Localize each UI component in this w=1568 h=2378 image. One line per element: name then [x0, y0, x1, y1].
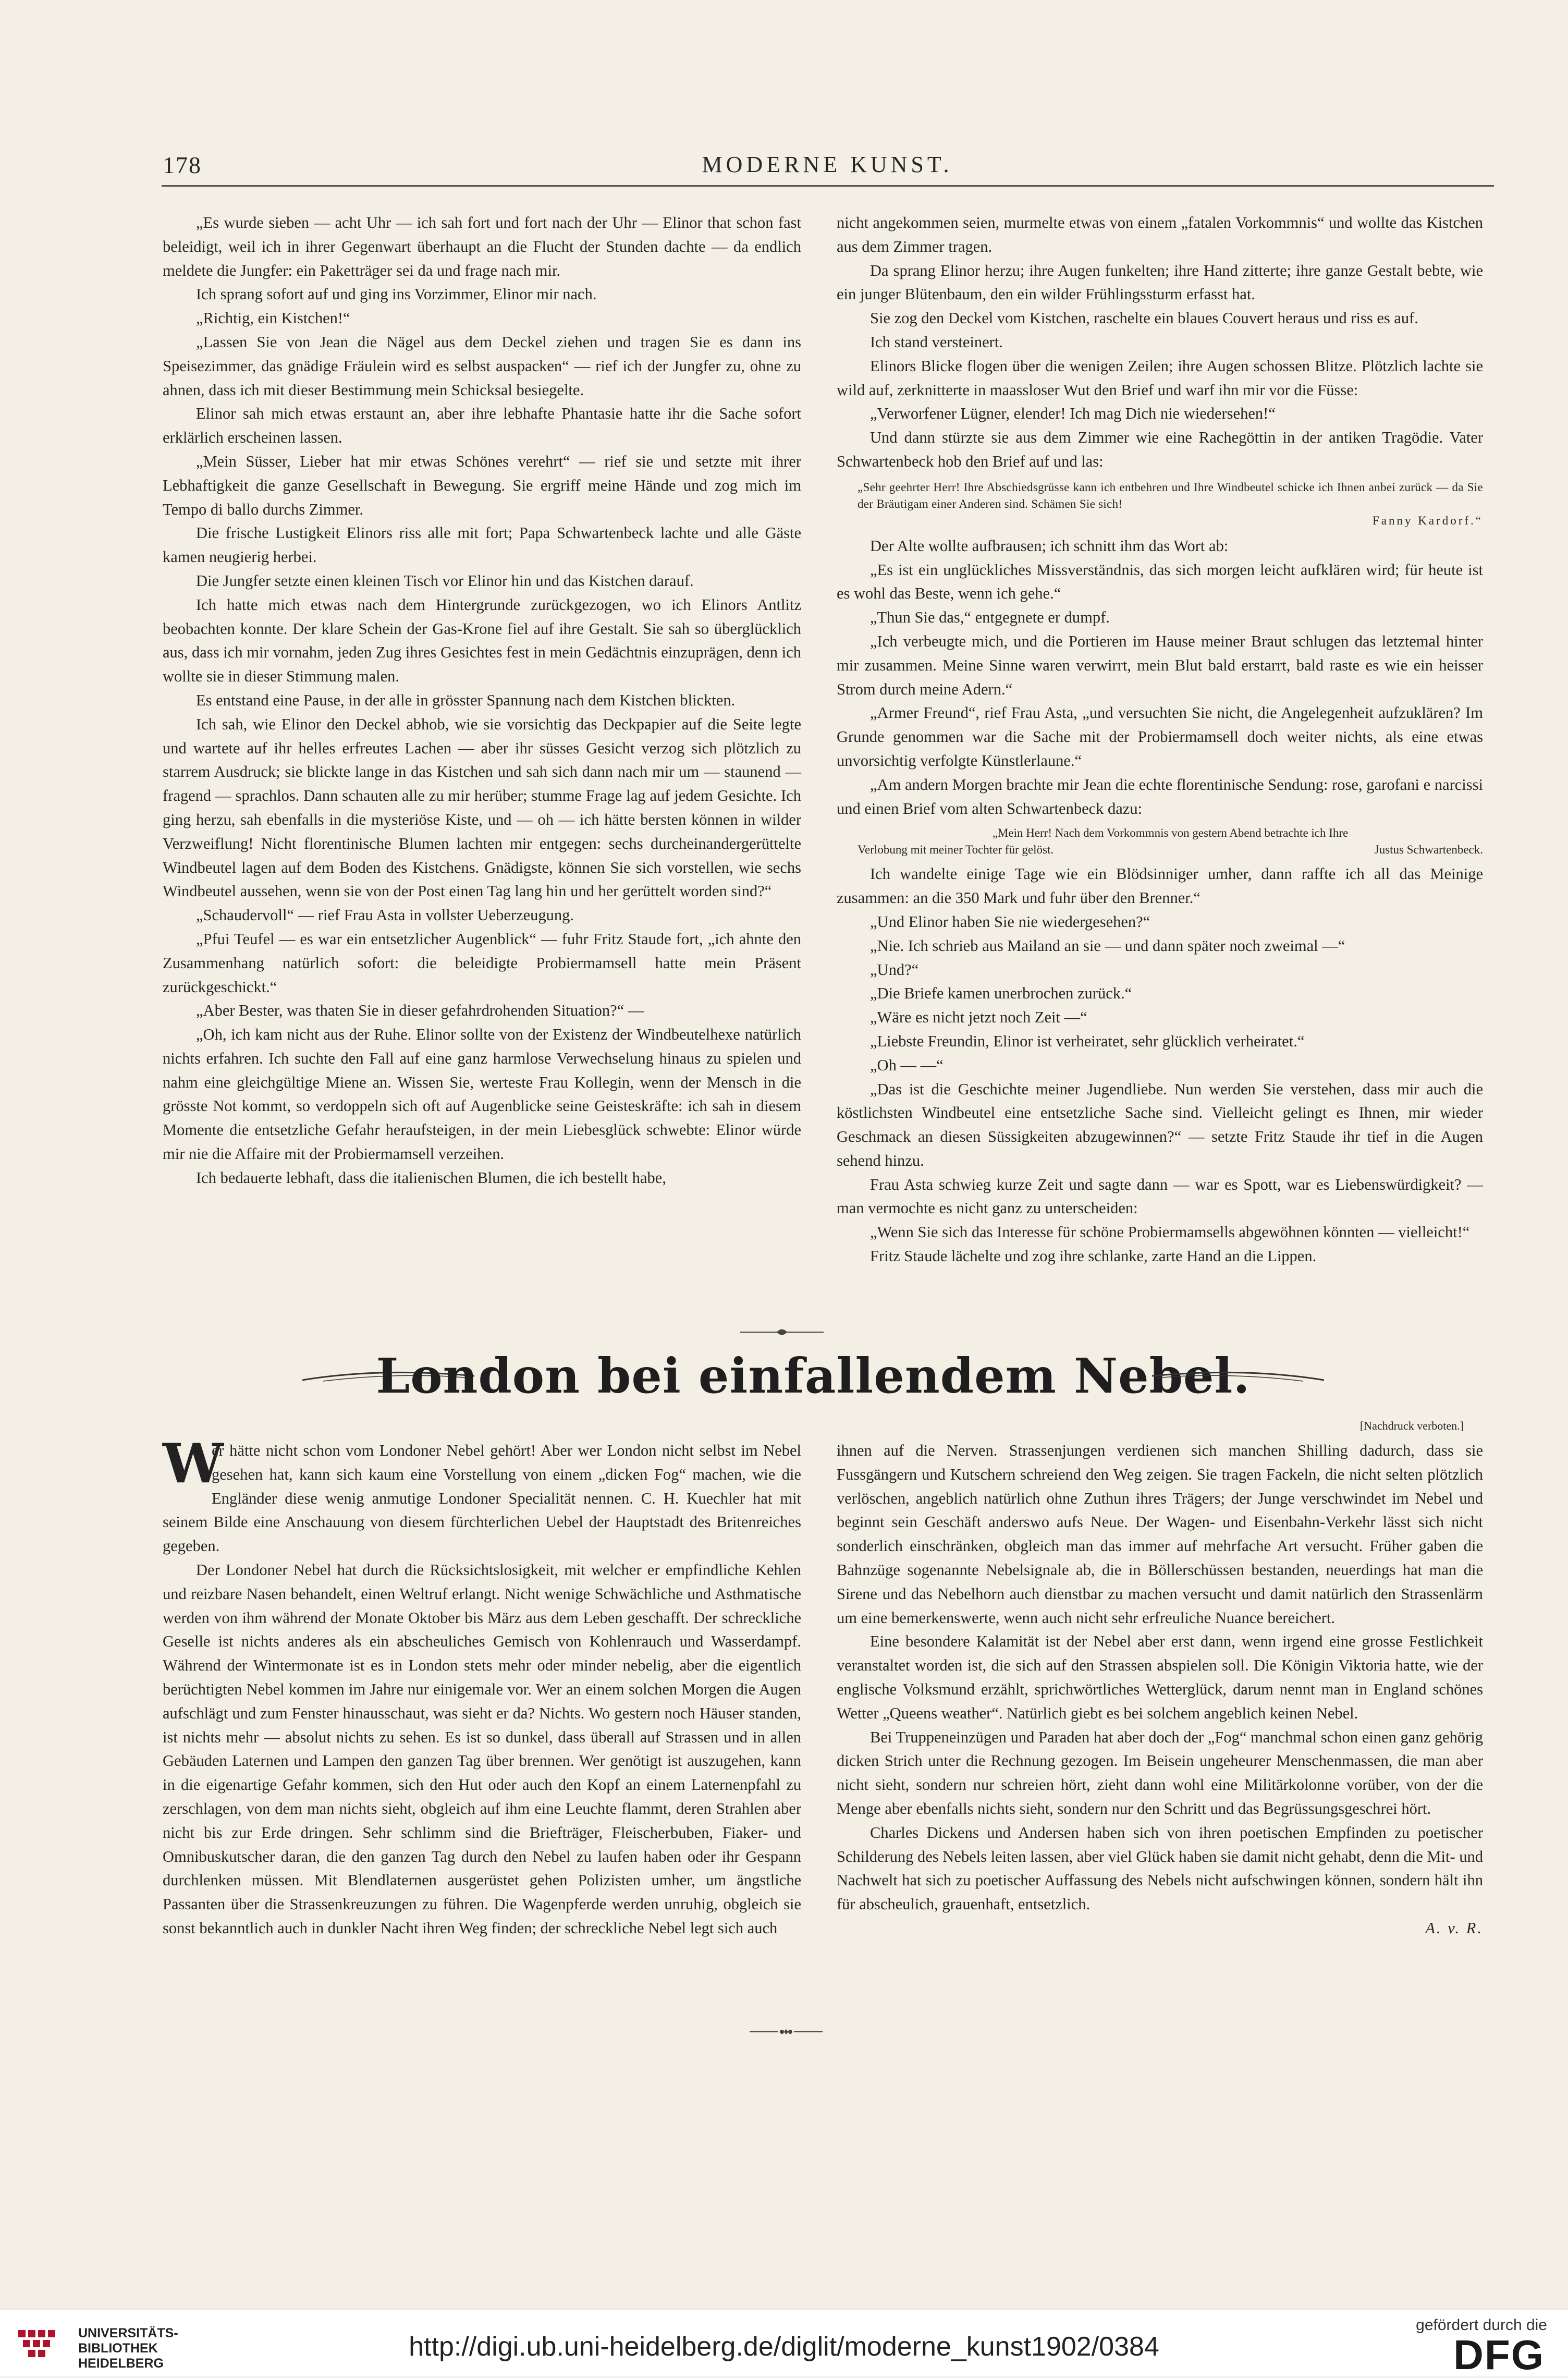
story-divider-ornament — [740, 1324, 824, 1340]
university-line: BIBLIOTHEK — [78, 2341, 158, 2356]
story-paragraph: „Und Elinor haben Sie nie wiedergesehen?“ — [870, 912, 1150, 931]
header-rule — [162, 185, 1494, 187]
story-paragraph: „Verworfener Lügner, elender! Ich mag Dich nie wiedersehen!“ — [870, 405, 1276, 423]
note-signature: Justus Schwartenbeck. — [1374, 843, 1483, 857]
university-line: HEIDELBERG — [78, 2356, 164, 2371]
article-paragraph — [837, 1821, 1483, 1917]
article-title: London bei einfallendem Nebel. — [376, 1348, 1251, 1404]
story-paragraph: Ich sah, wie Elinor den Deckel abhob, wie sie vorsichtig das Deckpapier auf die Seite legte und wartete auf ihr helles erfreutes Lachen — aber ihr süsses Gesicht verzog sich plötzlich zu starrem Ausdruck; sie blickte lange in das Kistchen und sah sich dann nach mir um — staunend — fragend — sprachlos. Dann schauten alle zu mir herüber; stumme Frage lag auf jedem Gesichte. Ich ging herzu, sah ebenfalls in die mysteriöse Kiste, und — oh — ich hätte bersten können in wilder Verzweiflung! Nicht florentinische Blumen lachten mir entgegen: sechs durcheinandergerüttelte Windbeutel lagen auf dem Boden des Kistchens. Gnädigste, können Sie sich vorstellen, wie sechs Windbeutel aussehen, wenn sie von der Post einen Tag lang hin und her gerüttelt worden sind?“ — [163, 715, 801, 900]
drop-cap: W — [163, 1431, 224, 1495]
quoted-note — [858, 825, 1483, 858]
article-paragraph: Der Londoner Nebel hat durch die Rücksichtslosigkeit, mit welcher er empfindliche Kehlen und reizbare Nasen behandelt, einen Weltruf erlangt. Nicht wenige Schwächliche und Asthmatische werden von ihm während der Monate Oktober bis März aus dem Leben geschafft. Der schreckliche Geselle ist nichts anderes als ein abscheuliches Gemisch von Kohlenrauch und Wasserdampf. Während der Wintermonate ist es in London stets mehr oder minder nebelig, aber die eigentlich berüchtigten Nebel kommen im Jahre nur einigemale vor. Wer an einem solchen Morgen die Augen aufschlägt und zum Fenster hinausschaut, was sieht er da? Nichts. Wo gestern noch Häuser standen, ist nichts mehr — absolut nichts zu sehen. Es ist so dunkel, dass überall auf Strassen und in allen Gebäuden Laternen und Lampen den ganzen Tag über brennen. Wer genötigt ist auszugehen, kann in die eigenartige Gefahr kommen, sich den Hut oder auch den Kopf an einem Laternenpfahl zu zerschlagen, von dem man nichts sieht, obgleich auf ihm eine Leuchte flammt, deren Strahlen aber nicht bis zur Erde dringen. Sehr schlimm sind die Briefträger, Fleischerbuben, Fiaker- und Omnibuskutscher daran, die den ganzen Tag durch den Nebel zu laufen haben oder ihr Gespann durchlenken müssen. Mit Blendlaternen ausgerüstet gehen Polizisten umher, um ängstliche Passanten über die Strassenkreuzungen zu führen. Die Wagenpferde werden unruhig, obgleich sie sonst bekanntlich auch in dunkler Nacht ihren Weg finden; der schreckliche Nebel legt sich auch — [163, 1560, 801, 1937]
story-paragraph: „Wenn Sie sich das Interesse für schöne Probiermamsells abgewöhnen könnten — vielleicht!“ — [870, 1223, 1470, 1241]
story-paragraph: „Thun Sie das,“ entgegnete er dumpf. — [870, 608, 1110, 627]
running-title: MODERNE KUNST. — [702, 152, 953, 177]
story-paragraph: „Wäre es nicht jetzt noch Zeit —“ — [870, 1008, 1087, 1027]
story-left-column — [163, 211, 801, 1190]
article-left-column — [163, 1431, 801, 1941]
story-paragraph: Frau Asta schwieg kurze Zeit und sagte dann — war es Spott, war es Liebenswürdigkeit? — man vermochte es nicht ganz zu unterscheiden: — [837, 1175, 1483, 1217]
page-number: 178 — [163, 152, 202, 178]
article-right-column — [837, 1439, 1483, 1941]
article-first-paragraph-text: er hätte nicht schon vom Londoner Nebel gehört! Aber wer London nicht selbst im Nebel gesehen hat, kann sich kaum eine Vorstellung von einem „dicken Fog“ machen, wie die Engländer diese wenig anmutige Londoner Specialität nennen. C. H. Kuechler hat mit seinem Bilde eine Anschauung von diesem fürchterlichen Uebel der Hauptstadt des Britenreiches gegeben. — [163, 1442, 801, 1555]
dfg-logo-icon: DFG — [1453, 2332, 1545, 2378]
story-paragraph: „Die Briefe kamen unerbrochen zurück.“ — [870, 984, 1132, 1003]
title-swash-right — [1152, 1369, 1324, 1384]
page-header — [163, 151, 1492, 193]
author-line — [837, 1917, 1483, 1941]
story-paragraph: Der Alte wollte aufbrausen; ich schnitt ihm das Wort ab: — [870, 536, 1229, 555]
letter-signature: Fanny Kardorf.“ — [1372, 514, 1483, 527]
story-paragraph: „Richtig, ein Kistchen!“ — [196, 309, 350, 327]
article-paragraph: ihnen auf die Nerven. Strassenjungen verdienen sich manchen Shilling dadurch, dass sie Fussgängern und Kutschern schreiend den Weg zeigen. Sie tragen Fackeln, die nicht selten plötzlich verlöschen, angeblich natürlich ohne Zuthun ihres Trägers; der Junge verschwindet im Nebel und beginnt sein Geschäft anderswo aufs Neue. Der Wagen- und Eisenbahn-Verkehr lässt sich nicht sonderlich einschränken, obgleich man das immer auf mehrfache Art versucht. Früher gaben die Bahnzüge sogenannte Nebelsignale ab, die in Böllerschüssen bestanden, neuerdings hat man die Sirene und das Nebelhorn auch dienstbar zu machen versucht und damit natürlich den Strassenlärm um eine bemerkenswerte, wenn auch nicht sehr erfreuliche Nuance bereichert. — [837, 1442, 1483, 1627]
digitization-footer — [0, 2310, 1568, 2376]
story-paragraph: „Lassen Sie von Jean die Nägel aus dem Deckel ziehen und tragen Sie es dann ins Speisezimmer, das gnädige Fräulein wird es selbst auspacken“ — rief ich der Jungfer zu, ohne zu ahnen, dass ich mit dieser Bestimmung mein Schicksal besiegelte. — [163, 333, 801, 399]
story-paragraph: „Schaudervoll“ — rief Frau Asta in vollster Ueberzeugung. — [196, 906, 574, 924]
end-ornament — [750, 2026, 823, 2038]
story-paragraph: Sie zog den Deckel vom Kistchen, raschelte ein blaues Couvert heraus und riss es auf. — [870, 309, 1418, 327]
story-paragraph: „Aber Bester, was thaten Sie in dieser gefahrdrohenden Situation?“ — — [196, 1002, 644, 1020]
university-line: UNIVERSITÄTS- — [78, 2326, 178, 2340]
letter-text: „Sehr geehrter Herr! Ihre Abschiedsgrüsse kann ich entbehren und Ihre Windbeutel schicke ich Ihnen anbei zurück — da Sie der Bräutigam einer Anderen sind. Schämen Sie sich! — [858, 480, 1483, 510]
story-paragraph: nicht angekommen seien, murmelte etwas von einem „fatalen Vorkommnis“ und wollte das Kistchen aus dem Zimmer tragen. — [837, 214, 1483, 255]
quoted-letter — [858, 479, 1483, 529]
copyright-note: [Nachdruck verboten.] — [1359, 1419, 1464, 1432]
story-paragraph: „Nie. Ich schrieb aus Mailand an sie — und dann später noch zweimal —“ — [870, 936, 1345, 955]
story-paragraph: „Am andern Morgen brachte mir Jean die echte florentinische Sendung: rose, garofani e narcissi und einen Brief vom alten Schwartenbeck dazu: — [837, 775, 1483, 818]
story-paragraph: Die Jungfer setzte einen kleinen Tisch vor Elinor hin und das Kistchen darauf. — [196, 571, 694, 590]
article-paragraph: Bei Truppeneinzügen und Paraden hat aber doch der „Fog“ manchmal schon einen ganz gehörig dicken Strich unter die Rechnung gezogen. Im Beisein ungeheurer Menschenmassen, die man aber nicht sieht, sondern nur schreien hört, zieht dann wohl eine Militärkolonne vorüber, von der die Menge aber ebenfalls nichts sieht, sondern nur den Schritt und das Begrüssungsgeschrei hört. — [837, 1728, 1483, 1818]
story-paragraph: Elinors Blicke flogen über die wenigen Zeilen; ihre Augen schossen Blitze. Plötzlich lachte sie wild auf, zerknitterte in maassloser Wut den Brief und warf ihn mir vor die Füsse: — [837, 357, 1483, 399]
article-last-paragraph: Charles Dickens und Andersen haben sich von ihren poetischen Empfinden zu poetischer Schilderung des Nebels leiten lassen, aber viel Glück haben sie damit nicht gehabt, denn die Mit- und Nachwelt hat sich zu poetischer Auffassung des Nebels nicht aufschwingen können, sondern hält ihn für abscheulich, grauenhaft, entsetzlich. — [837, 1823, 1484, 1913]
story-paragraph: „Liebste Freundin, Elinor ist verheiratet, sehr glücklich verheiratet.“ — [870, 1032, 1305, 1050]
story-paragraph: „Das ist die Geschichte meiner Jugendliebe. Nun werden Sie verstehen, dass mir auch die köstlichsten Windbeutel eine entsetzliche Sache sind. Vielleicht gelingt es Ihnen, mir wieder Geschmack an diesen Süssigkeiten abzugewinnen?“ — setzte Fritz Staude ihr tief in die Augen sehend hinzu. — [837, 1080, 1483, 1169]
story-paragraph: „Es wurde sieben — acht Uhr — ich sah fort und fort nach der Uhr — Elinor that schon fast beleidigt, weil ich in ihrer Gegenwart überhaupt an die Flucht der Stunden dachte — da endlich meldete die Jungfer: ein Paketträger sei da und frage nach mir. — [163, 214, 801, 279]
article-first-paragraph — [163, 1431, 801, 1558]
story-paragraph: Elinor sah mich etwas erstaunt an, aber ihre lebhafte Phantasie hatte ihr die Sache sofort erklärlich erscheinen lassen. — [163, 405, 801, 447]
source-url-link[interactable]: http://digi.ub.uni-heidelberg.de/diglit/moderne_kunst1902/0384 — [409, 2332, 1159, 2362]
story-paragraph: Es entstand eine Pause, in der alle in grösster Spannung nach dem Kistchen blickten. — [196, 691, 736, 709]
story-paragraph: „Pfui Teufel — es war ein entsetzlicher Augenblick“ — fuhr Fritz Staude fort, „ich ahnte den Zusammenhang natürlich sofort: die beleidigte Probiermamsell hatte mein Präsent zurückgeschickt.“ — [163, 930, 801, 996]
story-paragraph: Ich bedauerte lebhaft, dass die italienischen Blumen, die ich bestellt habe, — [196, 1168, 666, 1187]
story-paragraph: „Armer Freund“, rief Frau Asta, „und versuchten Sie nicht, die Angelegenheit aufzuklären? Im Grunde genommen war die Sache mit der Probiermamsell doch weiter nichts, als eine etwas unvorsichtig verfolgte Künstlerlaune.“ — [837, 704, 1483, 770]
story-paragraph: „Es ist ein unglückliches Missverständnis, das sich morgen leicht aufklären wird; für heute ist es wohl das Beste, wenn ich gehe.“ — [837, 560, 1483, 603]
funded-by-text: gefördert durch die — [1416, 2316, 1547, 2334]
story-paragraph: Fritz Staude lächelte und zog ihre schlanke, zarte Hand an die Lippen. — [870, 1247, 1317, 1265]
story-paragraph: Da sprang Elinor herzu; ihre Augen funkelten; ihre Hand zitterte; ihre ganze Gestalt bebte, wie ein junger Blütenbaum, den ein wilder Frühlingssturm erfasst hat. — [837, 261, 1483, 303]
article-paragraph: Eine besondere Kalamität ist der Nebel aber erst dann, wenn irgend eine grosse Festlichkeit veranstaltet worden ist, die sich auf den Strassen abspielen soll. Die Königin Viktoria hatte, wie der englische Volksmund erzählt, sprichwörtliches Wetterglück, darum nennt man in England schönes Wetter „Queens weather“. Natürlich giebt es bei solchem angeblich keinen Nebel. — [837, 1632, 1483, 1722]
article-title-band — [302, 1348, 1324, 1416]
story-paragraph: „Ich verbeugte mich, und die Portieren im Hause meiner Braut schlugen das letztemal hinter mir zusammen. Meine Sinne waren verwirrt, mein Blut bald erstarrt, bald raste es wie ein heisser Strom durch meine Adern.“ — [837, 632, 1483, 698]
story-right-column — [837, 211, 1483, 1269]
story-paragraph: Ich hatte mich etwas nach dem Hintergrunde zurückgezogen, wo ich Elinors Antlitz beobachten konnte. Der klare Schein der Gas-Krone fiel auf ihre Gestalt. Sie sah so überglücklich aus, dass ich mir vornahm, jeden Zug ihres Gesichtes fest in mein Gedächtnis einzuprägen, denn ich wollte sie in dieser Stimmung malen. — [163, 595, 801, 686]
story-paragraph: Und dann stürzte sie aus dem Zimmer wie eine Rachegöttin in der antiken Tragödie. Vater Schwartenbeck hob den Brief auf und las: — [837, 429, 1483, 470]
story-paragraph: „Oh, ich kam nicht aus der Ruhe. Elinor sollte von der Existenz der Windbeutelhexe natürlich nichts erfahren. Ich suchte den Fall auf eine ganz harmlose Verwechselung hinaus zu spielen und nahm eine gleichgültige Miene an. Wissen Sie, werteste Frau Kollegin, wenn der Mensch in die grösste Not kommt, so verdoppeln sich oft auf Augenblicke seine Geisteskräfte: ich sah in diesem Momente die entsetzliche Gefahr heraufsteigen, in der mein Liebesglück schwebte: Elinor würde mir nie die Affaire mit der Probiermamsell verzeihen. — [163, 1026, 801, 1163]
story-paragraph: Ich sprang sofort auf und ging ins Vorzimmer, Elinor mir nach. — [196, 285, 597, 303]
story-paragraph: Ich wandelte einige Tage wie ein Blödsinniger umher, dann raffte ich all das Meinige zusammen: an die 350 Mark und fuhr über den Brenner.“ — [837, 865, 1483, 907]
story-paragraph: „Mein Süsser, Lieber hat mir etwas Schönes verehrt“ — rief sie und setzte mit ihrer Lebhaftigkeit die ganze Gesellschaft in Bewegung. Sie ergriff meine Hände und zog mich im Tempo di ballo durchs Zimmer. — [163, 452, 801, 518]
story-paragraph: Die frische Lustigkeit Elinors riss alle mit fort; Papa Schwartenbeck lachte und alle Gäste kamen neugierig herbei. — [163, 524, 801, 566]
story-paragraph: „Und?“ — [870, 960, 919, 979]
note-line: „Mein Herr! Nach dem Vorkommnis von gestern Abend betrachte ich Ihre — [992, 826, 1349, 840]
story-paragraph: „Oh — —“ — [870, 1056, 944, 1074]
note-line: Verlobung mit meiner Tochter für gelöst. — [858, 843, 1054, 857]
author-signature: A. v. R. — [1425, 1919, 1483, 1937]
story-paragraph: Ich stand versteinert. — [870, 333, 1003, 351]
